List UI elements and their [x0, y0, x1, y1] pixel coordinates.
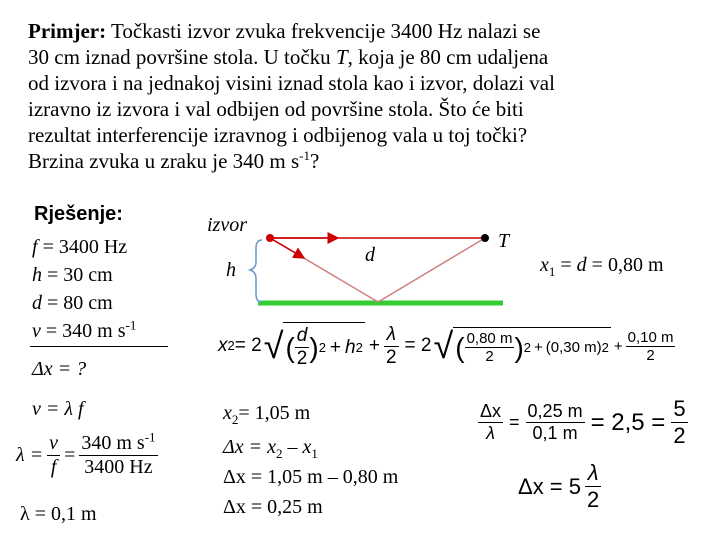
ratio-equation: $\frac{\Delta x}{\lambda}$ = $\frac{0,25 m}{0,1 m}$ = 2,5 = $\frac{5}{2}$	[480, 396, 686, 449]
given-d: d = 80 cm	[32, 292, 113, 314]
lambda-result: λ = 0,1 m	[20, 503, 97, 525]
source-label: izvor	[207, 214, 247, 236]
x1-equation: $x_1 = d = 0,80$ m	[540, 254, 664, 279]
problem-line-5: rezultat interferencije izravnog i odbijenog vala u toj točki?	[28, 123, 528, 147]
distance-label: d	[365, 244, 375, 266]
dx-substitution: Δx = 1,05 m – 0,80 m	[223, 466, 399, 488]
problem-label: Primjer:	[28, 19, 107, 43]
given-f: f = 3400 Hz	[32, 236, 128, 258]
unknown: Δx = ?	[32, 358, 87, 380]
formula-v-lambda-f: v = λ f	[32, 398, 84, 420]
height-label: h	[226, 259, 236, 281]
problem-line-2: 30 cm iznad površine stola. U točku T, koja je 80 cm udaljena	[28, 45, 549, 69]
reflected-ray-arrow	[270, 238, 304, 258]
dx-definition: $\Delta x = x_2 - x_1$	[223, 436, 318, 461]
final-result: Δx = 5 $\frac{\lambda}{2}$	[518, 460, 600, 513]
problem-line-1: Primjer: Točkasti izvor zvuka frekvencije 3400 Hz nalazi se	[28, 19, 541, 43]
height-brace	[250, 240, 262, 302]
given-h: h = 30 cm	[32, 264, 113, 286]
x2-formula: x 2 = 2 √ ( $\frac{d}{2}$ ) 2 + h 2 + $\frac{\lambda}{2}$ = 2 √ ( $\frac{0,80 m}{2}$ ) 2 + (0,30 m) 2 + $\frac{0,10 m}{2}$	[218, 323, 674, 370]
problem-line-4: izravno iz izvora i val odbijen od površine stola. Što će biti	[28, 97, 524, 121]
given-v: v = 340 m $s^{-1}$	[32, 317, 137, 342]
point-label: T	[498, 230, 510, 252]
dx-value: Δx = 0,25 m	[223, 496, 323, 518]
x2-result: $x_2= 1,05$ m	[223, 402, 311, 427]
lambda-formula: λ = $\frac{v}{f}$ = $\frac{340 m s^{-1}}{3400 Hz}$	[16, 429, 156, 479]
problem-line-6: Brzina zvuka u zraku je 340 m $s^{-1}$?	[28, 148, 320, 173]
problem-line-3: od izvora i na jednakoj visini iznad stola kao i izvor, dolazi val	[28, 71, 555, 95]
reflected-ray-up	[378, 238, 485, 302]
solution-heading: Rješenje:	[34, 203, 123, 225]
point-T	[481, 234, 489, 242]
source-point	[266, 234, 274, 242]
